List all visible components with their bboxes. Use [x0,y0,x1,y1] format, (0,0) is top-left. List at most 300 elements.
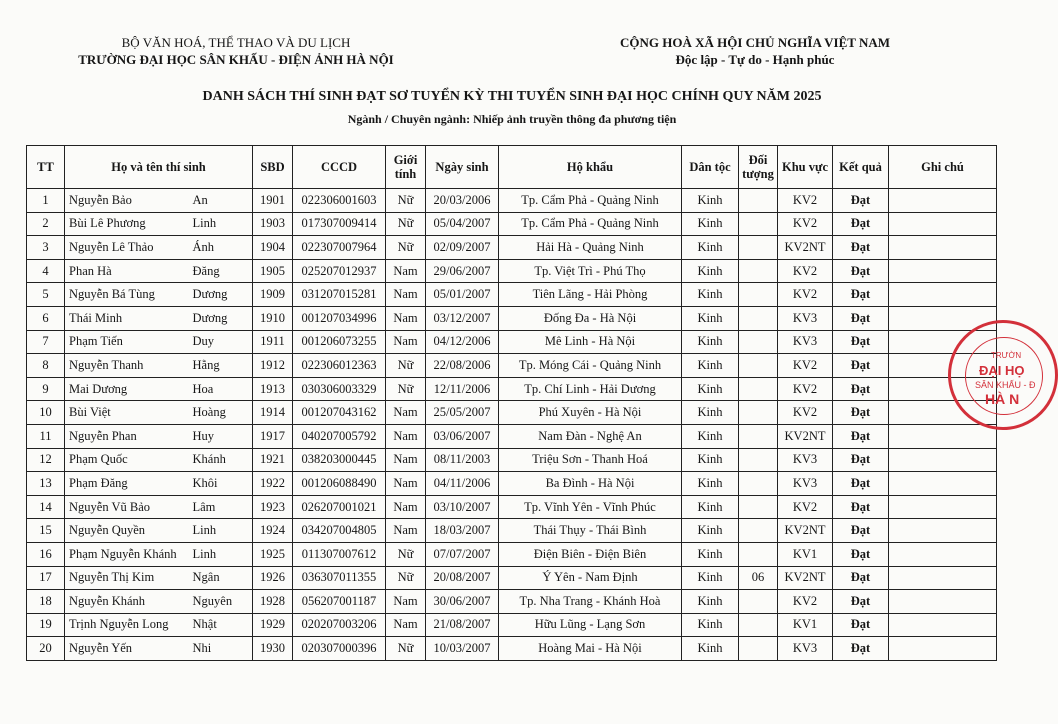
cell-cccd: 020307000396 [293,637,386,661]
cell-tt: 19 [27,613,65,637]
cell-cccd: 031207015281 [293,283,386,307]
cell-last-name: Nhi [191,637,253,661]
cell-tt: 18 [27,590,65,614]
cell-last-name: Hằng [191,354,253,378]
cell-sbd: 1913 [253,377,293,401]
stamp-text-2: ĐẠI HỌ [979,363,1025,378]
cell-sbd: 1929 [253,613,293,637]
cell-cccd: 036307011355 [293,566,386,590]
cell-last-name: Ngân [191,566,253,590]
cell-last-name: Duy [191,330,253,354]
cell-tt: 12 [27,448,65,472]
cell-first-name: Nguyễn Thị Kim [65,566,191,590]
cell-last-name: Linh [191,542,253,566]
cell-region: KV3 [778,448,833,472]
cell-last-name: Khôi [191,472,253,496]
cell-ethnic: Kinh [682,448,739,472]
cell-target [739,401,778,425]
cell-result: Đạt [833,590,889,614]
table-row [27,377,997,401]
cell-result: Đạt [833,189,889,213]
cell-target [739,495,778,519]
cell-sbd: 1924 [253,519,293,543]
cell-dob: 03/06/2007 [426,424,499,448]
cell-note [889,590,997,614]
cell-sbd: 1905 [253,259,293,283]
cell-note [889,212,997,236]
cell-first-name: Phạm Tiến [65,330,191,354]
cell-first-name: Nguyễn Thanh [65,354,191,378]
cell-gender: Nữ [386,189,426,213]
cell-target [739,613,778,637]
cell-cccd: 030306003329 [293,377,386,401]
cell-first-name: Bùi Lê Phương [65,212,191,236]
cell-tt: 8 [27,354,65,378]
cell-tt: 15 [27,519,65,543]
cell-ethnic: Kinh [682,306,739,330]
cell-region: KV2 [778,259,833,283]
official-stamp [948,320,1058,430]
cell-last-name: Dương [191,306,253,330]
table-row [27,189,997,213]
national-header [590,34,920,68]
cell-gender: Nam [386,495,426,519]
cell-region: KV3 [778,306,833,330]
cell-last-name: Hoa [191,377,253,401]
cell-ethnic: Kinh [682,637,739,661]
cell-gender: Nữ [386,236,426,260]
cell-target [739,306,778,330]
cell-address: Tp. Việt Trì - Phú Thọ [499,259,682,283]
cell-first-name: Phạm Nguyễn Khánh [65,542,191,566]
cell-cccd: 001206073255 [293,330,386,354]
col-target: Đối tượng [739,146,778,189]
cell-region: KV1 [778,542,833,566]
cell-gender: Nam [386,401,426,425]
cell-target [739,590,778,614]
cell-sbd: 1923 [253,495,293,519]
cell-cccd: 017307009414 [293,212,386,236]
cell-last-name: Khánh [191,448,253,472]
cell-note [889,637,997,661]
cell-first-name: Nguyễn Quyền [65,519,191,543]
cell-sbd: 1922 [253,472,293,496]
cell-ethnic: Kinh [682,401,739,425]
stamp-text-4: HÀ N [985,391,1020,407]
cell-sbd: 1909 [253,283,293,307]
cell-ethnic: Kinh [682,283,739,307]
cell-result: Đạt [833,212,889,236]
table-row [27,542,997,566]
cell-first-name: Thái Minh [65,306,191,330]
cell-note [889,519,997,543]
table-row [27,424,997,448]
cell-region: KV2 [778,401,833,425]
cell-result: Đạt [833,283,889,307]
cell-cccd: 056207001187 [293,590,386,614]
cell-sbd: 1921 [253,448,293,472]
ministry-name: BỘ VĂN HOÁ, THỂ THAO VÀ DU LỊCH [121,35,351,50]
country-name: CỘNG HOÀ XÃ HỘI CHỦ NGHĨA VIỆT NAM [619,35,891,50]
cell-dob: 04/12/2006 [426,330,499,354]
cell-target [739,236,778,260]
table-row [27,590,997,614]
cell-first-name: Nguyễn Lê Thảo [65,236,191,260]
cell-result: Đạt [833,424,889,448]
cell-ethnic: Kinh [682,542,739,566]
cell-target [739,212,778,236]
col-gender: Giới tính [386,146,426,189]
table-header-row [27,146,997,189]
cell-sbd: 1926 [253,566,293,590]
col-result: Kết quả [833,146,889,189]
cell-dob: 20/08/2007 [426,566,499,590]
cell-target [739,424,778,448]
cell-note [889,472,997,496]
cell-region: KV2NT [778,566,833,590]
cell-last-name: Nhật [191,613,253,637]
col-note: Ghi chú [889,146,997,189]
col-sbd: SBD [253,146,293,189]
cell-gender: Nam [386,613,426,637]
cell-region: KV1 [778,613,833,637]
cell-region: KV2 [778,212,833,236]
cell-ethnic: Kinh [682,613,739,637]
cell-first-name: Nguyễn Bảo [65,189,191,213]
cell-region: KV2 [778,283,833,307]
cell-note [889,448,997,472]
cell-sbd: 1914 [253,401,293,425]
cell-ethnic: Kinh [682,377,739,401]
cell-address: Tp. Cẩm Phả - Quảng Ninh [499,189,682,213]
col-tt: TT [27,146,65,189]
cell-tt: 20 [27,637,65,661]
stamp-text-3: SÂN KHẤU - Đ [975,380,1036,390]
cell-cccd: 022306001603 [293,189,386,213]
cell-gender: Nữ [386,354,426,378]
table-row [27,637,997,661]
col-ethnic: Dân tộc [682,146,739,189]
cell-dob: 02/09/2007 [426,236,499,260]
cell-address: Mê Linh - Hà Nội [499,330,682,354]
national-motto: Độc lập - Tự do - Hạnh phúc [675,52,835,67]
cell-note [889,189,997,213]
cell-address: Tiên Lãng - Hải Phòng [499,283,682,307]
cell-address: Hữu Lũng - Lạng Sơn [499,613,682,637]
cell-region: KV2 [778,590,833,614]
cell-region: KV3 [778,472,833,496]
cell-address: Đống Đa - Hà Nội [499,306,682,330]
cell-ethnic: Kinh [682,259,739,283]
cell-ethnic: Kinh [682,472,739,496]
cell-cccd: 040207005792 [293,424,386,448]
cell-target [739,472,778,496]
cell-last-name: Hoàng [191,401,253,425]
cell-region: KV3 [778,330,833,354]
cell-tt: 1 [27,189,65,213]
cell-result: Đạt [833,236,889,260]
cell-address: Ý Yên - Nam Định [499,566,682,590]
cell-gender: Nữ [386,566,426,590]
cell-address: Tp. Móng Cái - Quảng Ninh [499,354,682,378]
cell-note [889,236,997,260]
cell-dob: 03/10/2007 [426,495,499,519]
cell-tt: 5 [27,283,65,307]
table-row [27,212,997,236]
cell-cccd: 022306012363 [293,354,386,378]
cell-target [739,259,778,283]
cell-sbd: 1930 [253,637,293,661]
cell-address: Tp. Chí Linh - Hải Dương [499,377,682,401]
school-name: TRƯỜNG ĐẠI HỌC SÂN KHẤU - ĐIỆN ẢNH HÀ NỘI [78,52,394,67]
cell-address: Tp. Cẩm Phả - Quảng Ninh [499,212,682,236]
cell-cccd: 001207034996 [293,306,386,330]
cell-ethnic: Kinh [682,212,739,236]
cell-gender: Nữ [386,212,426,236]
cell-tt: 9 [27,377,65,401]
cell-gender: Nam [386,306,426,330]
table-row [27,448,997,472]
cell-note [889,542,997,566]
cell-gender: Nữ [386,377,426,401]
cell-region: KV2 [778,354,833,378]
cell-first-name: Phan Hà [65,259,191,283]
cell-ethnic: Kinh [682,495,739,519]
cell-last-name: Ánh [191,236,253,260]
cell-sbd: 1917 [253,424,293,448]
cell-region: KV2NT [778,236,833,260]
stamp-text-1: TRƯỜN [991,351,1022,360]
cell-target: 06 [739,566,778,590]
cell-result: Đạt [833,354,889,378]
cell-dob: 10/03/2007 [426,637,499,661]
table-body [27,189,997,661]
cell-note [889,566,997,590]
col-name: Họ và tên thí sinh [65,146,253,189]
cell-cccd: 011307007612 [293,542,386,566]
cell-region: KV2 [778,495,833,519]
cell-region: KV2 [778,189,833,213]
cell-last-name: An [191,189,253,213]
cell-result: Đạt [833,566,889,590]
cell-result: Đạt [833,495,889,519]
cell-target [739,448,778,472]
cell-gender: Nam [386,259,426,283]
cell-result: Đạt [833,613,889,637]
cell-tt: 4 [27,259,65,283]
cell-address: Tp. Nha Trang - Khánh Hoà [499,590,682,614]
cell-tt: 17 [27,566,65,590]
cell-result: Đạt [833,448,889,472]
cell-sbd: 1928 [253,590,293,614]
cell-last-name: Nguyên [191,590,253,614]
cell-note [889,613,997,637]
cell-address: Phú Xuyên - Hà Nội [499,401,682,425]
table-row [27,472,997,496]
cell-dob: 25/05/2007 [426,401,499,425]
cell-result: Đạt [833,306,889,330]
cell-target [739,637,778,661]
cell-gender: Nữ [386,542,426,566]
cell-result: Đạt [833,519,889,543]
table-row [27,495,997,519]
col-dob: Ngày sinh [426,146,499,189]
cell-note [889,424,997,448]
cell-last-name: Lâm [191,495,253,519]
cell-first-name: Nguyễn Bá Tùng [65,283,191,307]
cell-result: Đạt [833,542,889,566]
cell-first-name: Nguyễn Yến [65,637,191,661]
cell-address: Ba Đình - Hà Nội [499,472,682,496]
cell-sbd: 1910 [253,306,293,330]
table-row [27,330,997,354]
table-row [27,283,997,307]
cell-result: Đạt [833,401,889,425]
cell-region: KV3 [778,637,833,661]
cell-first-name: Bùi Việt [65,401,191,425]
cell-dob: 18/03/2007 [426,519,499,543]
cell-sbd: 1901 [253,189,293,213]
cell-result: Đạt [833,472,889,496]
table-row [27,613,997,637]
cell-first-name: Nguyễn Vũ Bảo [65,495,191,519]
cell-result: Đạt [833,330,889,354]
agency-header [36,34,436,68]
cell-first-name: Phạm Quốc [65,448,191,472]
cell-cccd: 026207001021 [293,495,386,519]
cell-cccd: 025207012937 [293,259,386,283]
cell-first-name: Nguyễn Khánh [65,590,191,614]
table-row [27,354,997,378]
cell-address: Thái Thụy - Thái Bình [499,519,682,543]
cell-target [739,330,778,354]
col-region: Khu vực [778,146,833,189]
cell-dob: 03/12/2007 [426,306,499,330]
cell-tt: 3 [27,236,65,260]
cell-dob: 30/06/2007 [426,590,499,614]
cell-sbd: 1911 [253,330,293,354]
cell-first-name: Phạm Đăng [65,472,191,496]
cell-tt: 10 [27,401,65,425]
cell-tt: 16 [27,542,65,566]
cell-note [889,283,997,307]
table-row [27,519,997,543]
cell-dob: 05/01/2007 [426,283,499,307]
cell-note [889,259,997,283]
table-row [27,566,997,590]
cell-ethnic: Kinh [682,566,739,590]
cell-tt: 14 [27,495,65,519]
cell-gender: Nam [386,472,426,496]
cell-last-name: Đăng [191,259,253,283]
cell-ethnic: Kinh [682,519,739,543]
cell-first-name: Trịnh Nguyễn Long [65,613,191,637]
cell-address: Tp. Vĩnh Yên - Vĩnh Phúc [499,495,682,519]
cell-address: Hoàng Mai - Hà Nội [499,637,682,661]
cell-cccd: 022307007964 [293,236,386,260]
table-row [27,401,997,425]
document-title: DANH SÁCH THÍ SINH ĐẠT SƠ TUYỂN KỲ THI TUYỂN SINH ĐẠI HỌC CHÍNH QUY NĂM 2025 [202,89,822,104]
cell-dob: 04/11/2006 [426,472,499,496]
cell-dob: 05/04/2007 [426,212,499,236]
cell-ethnic: Kinh [682,330,739,354]
cell-last-name: Dương [191,283,253,307]
cell-tt: 13 [27,472,65,496]
cell-dob: 22/08/2006 [426,354,499,378]
cell-region: KV2 [778,377,833,401]
cell-sbd: 1903 [253,212,293,236]
cell-target [739,283,778,307]
cell-cccd: 034207004805 [293,519,386,543]
table-row [27,306,997,330]
cell-gender: Nam [386,283,426,307]
cell-cccd: 020207003206 [293,613,386,637]
cell-tt: 11 [27,424,65,448]
cell-address: Hải Hà - Quảng Ninh [499,236,682,260]
cell-cccd: 001206088490 [293,472,386,496]
cell-cccd: 038203000445 [293,448,386,472]
col-address: Hộ khẩu [499,146,682,189]
cell-address: Điện Biên - Điện Biên [499,542,682,566]
cell-target [739,519,778,543]
document-subtitle: Ngành / Chuyên ngành: Nhiếp ảnh truyền thông đa phương tiện [347,112,677,126]
cell-target [739,542,778,566]
cell-ethnic: Kinh [682,424,739,448]
cell-last-name: Huy [191,424,253,448]
cell-result: Đạt [833,377,889,401]
cell-target [739,354,778,378]
cell-dob: 21/08/2007 [426,613,499,637]
cell-gender: Nam [386,330,426,354]
cell-tt: 7 [27,330,65,354]
cell-target [739,377,778,401]
cell-address: Nam Đàn - Nghệ An [499,424,682,448]
cell-tt: 2 [27,212,65,236]
cell-address: Triệu Sơn - Thanh Hoá [499,448,682,472]
cell-gender: Nam [386,448,426,472]
cell-dob: 08/11/2003 [426,448,499,472]
cell-result: Đạt [833,637,889,661]
cell-sbd: 1904 [253,236,293,260]
cell-gender: Nam [386,590,426,614]
cell-first-name: Mai Dương [65,377,191,401]
cell-sbd: 1912 [253,354,293,378]
cell-ethnic: Kinh [682,189,739,213]
cell-gender: Nữ [386,637,426,661]
cell-ethnic: Kinh [682,590,739,614]
table-row [27,236,997,260]
cell-gender: Nam [386,519,426,543]
cell-ethnic: Kinh [682,354,739,378]
cell-tt: 6 [27,306,65,330]
cell-region: KV2NT [778,519,833,543]
cell-dob: 07/07/2007 [426,542,499,566]
cell-cccd: 001207043162 [293,401,386,425]
cell-gender: Nam [386,424,426,448]
cell-ethnic: Kinh [682,236,739,260]
cell-result: Đạt [833,259,889,283]
col-cccd: CCCD [293,146,386,189]
cell-dob: 12/11/2006 [426,377,499,401]
candidate-table [26,145,997,661]
cell-region: KV2NT [778,424,833,448]
cell-last-name: Linh [191,519,253,543]
table-row [27,259,997,283]
cell-note [889,495,997,519]
cell-sbd: 1925 [253,542,293,566]
cell-first-name: Nguyễn Phan [65,424,191,448]
cell-dob: 20/03/2006 [426,189,499,213]
